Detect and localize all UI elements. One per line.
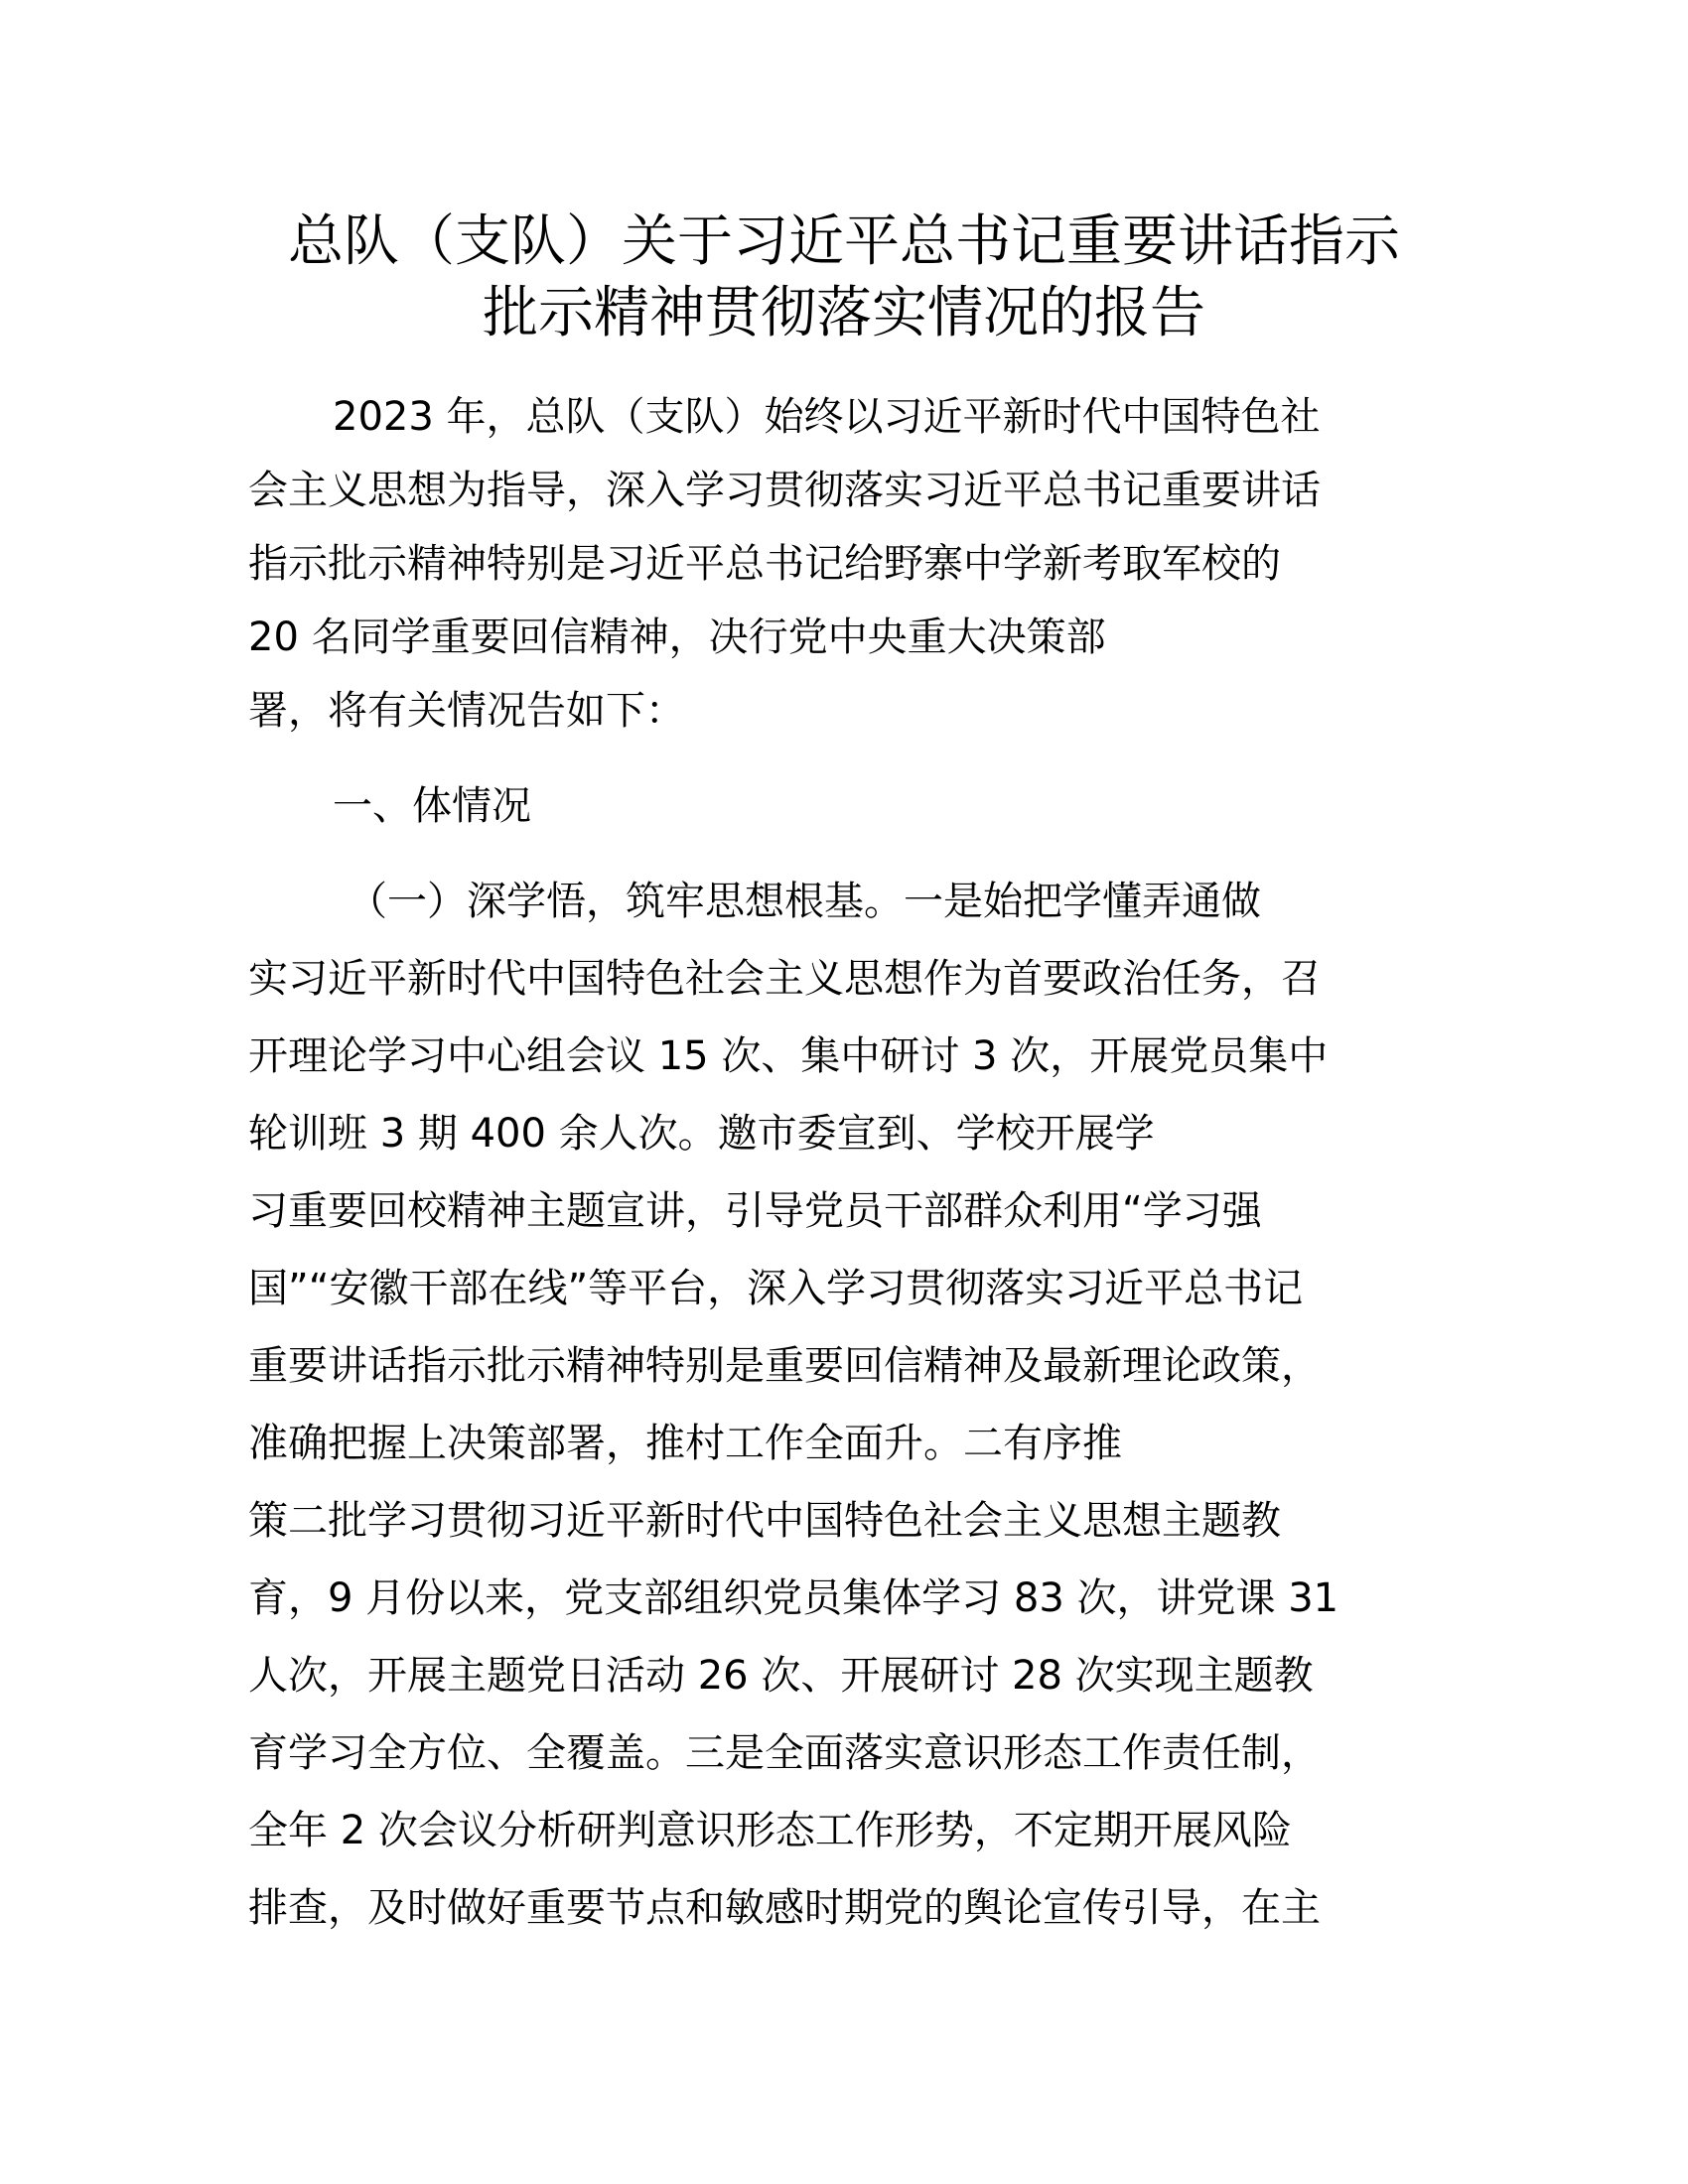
- subsection-line-5: 习重要回校精神主题宣讲，引导党员干部群众利用“学习强: [248, 1188, 1262, 1234]
- subsection-line-14: 排查，及时做好重要节点和敏感时期党的舆论宣传引导，在主: [248, 1885, 1321, 1931]
- subsection-line-2: 实习近平新时代中国特色社会主义思想作为首要政治任务，召: [248, 956, 1321, 1002]
- subsection-line-6: 国”“安徽干部在线”等平台，深入学习贯彻落实习近平总书记: [248, 1266, 1304, 1311]
- subsection-line-13: 全年 2 次会议分析研判意识形态工作形势，不定期开展风险: [248, 1808, 1292, 1853]
- subsection-line-3: 开理论学习中心组会议 15 次、集中研讨 3 次，开展党员集中: [248, 1033, 1329, 1079]
- subsection-line-7: 重要讲话指示批示精神特别是重要回信精神及最新理论政策，: [248, 1343, 1321, 1389]
- intro-line-4: 20 名同学重要回信精神，决行党中央重大决策部: [248, 614, 1106, 660]
- subsection-line-4: 轮训班 3 期 400 余人次。邀市委宣到、学校开展学: [248, 1111, 1155, 1157]
- subsection-line-12: 育学习全方位、全覆盖。三是全面落实意识形态工作责任制，: [248, 1730, 1321, 1776]
- intro-line-1: 2023 年，总队（支队）始终以习近平新时代中国特色社: [333, 394, 1321, 440]
- subsection-line-10: 育，9 月份以来，党支部组织党员集体学习 83 次，讲党课 31: [248, 1575, 1339, 1621]
- document-title-line-1: 总队（支队）关于习近平总书记重要讲话指示: [288, 209, 1400, 274]
- intro-line-2: 会主义思想为指导，深入学习贯彻落实习近平总书记重要讲话: [248, 468, 1321, 513]
- subsection-line-11: 人次，开展主题党日活动 26 次、开展研讨 28 次实现主题教: [248, 1653, 1314, 1699]
- subsection-line-1: （一）深学悟，筑牢思想根基。一是始把学懂弄通做: [348, 879, 1261, 924]
- subsection-line-9: 策二批学习贯彻习近平新时代中国特色社会主义思想主题教: [248, 1498, 1281, 1544]
- document-title-line-2: 批示精神贯彻落实情况的报告: [483, 281, 1205, 345]
- intro-line-5: 署，将有关情况告如下：: [248, 688, 685, 734]
- section-heading: 一、体情况: [333, 783, 531, 829]
- intro-line-3: 指示批示精神特别是习近平总书记给野寨中学新考取军校的: [248, 541, 1281, 587]
- subsection-line-8: 准确把握上决策部署，推村工作全面升。二有序推: [248, 1421, 1122, 1466]
